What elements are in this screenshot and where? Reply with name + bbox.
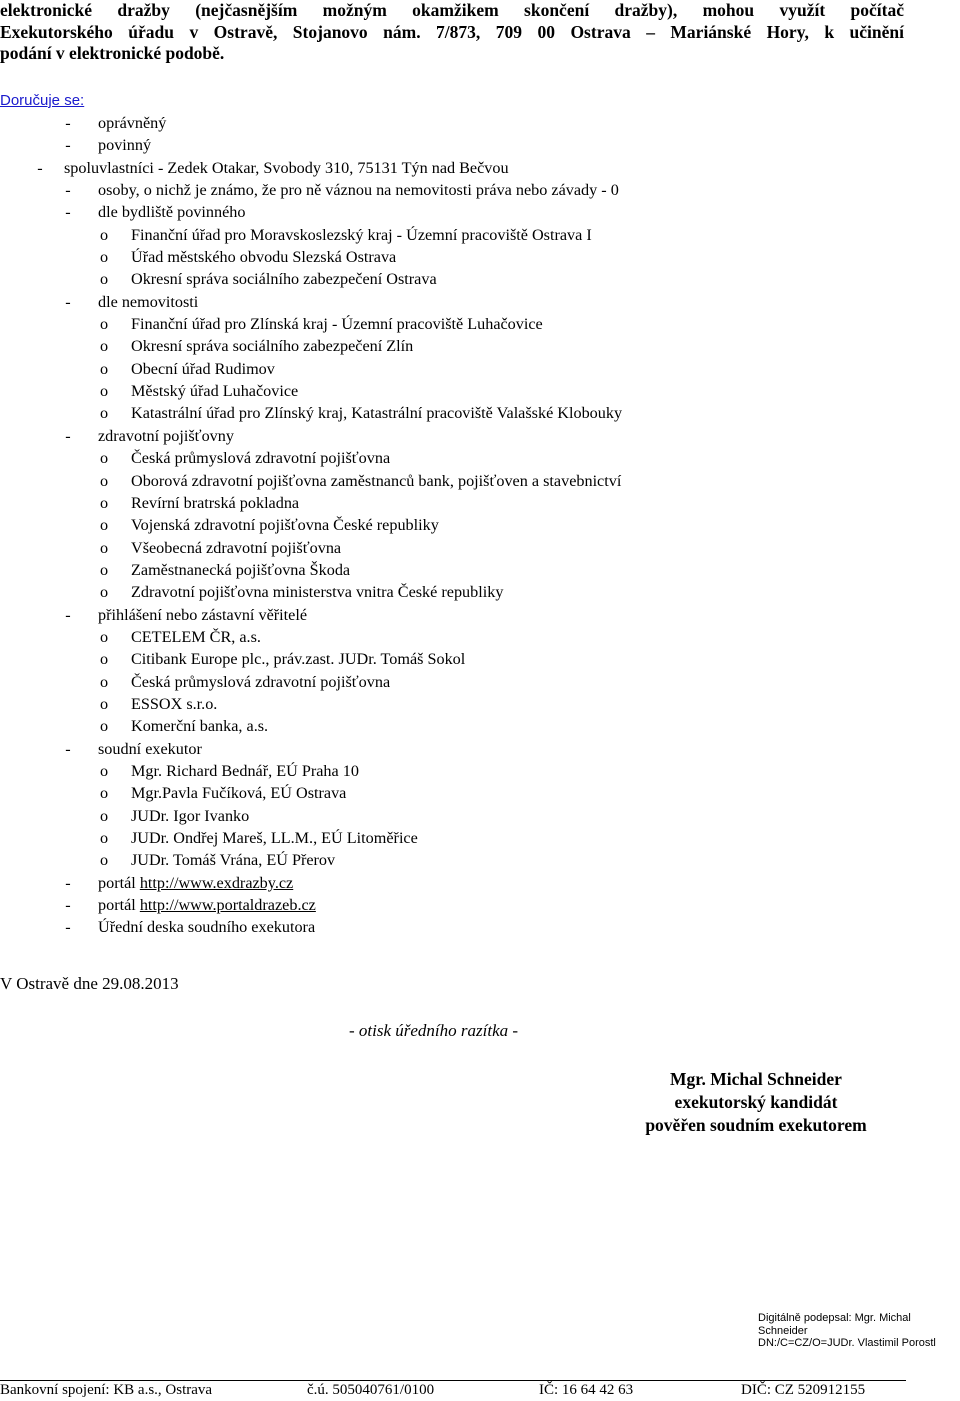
bullet-marker: o	[99, 449, 109, 468]
list-item	[0, 179, 940, 201]
list-item-text: Vojenská zdravotní pojišťovna České republiky	[131, 516, 439, 535]
dash-marker: -	[65, 426, 71, 445]
list-item-text: Revírní bratrská pokladna	[131, 493, 300, 512]
list-item	[0, 715, 940, 737]
list-item-text: Česká průmyslová zdravotní pojišťovna	[131, 672, 391, 691]
list-item	[0, 559, 940, 581]
list-item-text: ESSOX s.r.o.	[131, 694, 218, 713]
bullet-marker: o	[99, 672, 109, 691]
bullet-marker: o	[99, 806, 109, 825]
portal-link[interactable]: http://www.exdrazby.cz	[139, 873, 294, 892]
intro-line: elektronické dražby (nejčasnějším možným okamžikem skončení dražby), mohou využít počítač	[0, 0, 904, 20]
list-item-text: Zdravotní pojišťovna ministerstva vnitra České republiky	[131, 583, 504, 602]
stamp-placeholder: - otisk úředního razítka -	[349, 1021, 519, 1040]
bullet-marker: o	[99, 829, 109, 847]
bullet-marker: o	[99, 359, 109, 378]
list-item-text: Citibank Europe plc., práv.zast. JUDr. Tomáš Sokol	[131, 650, 466, 669]
list-item	[0, 626, 940, 648]
bullet-marker: o	[99, 382, 109, 401]
list-item-text: dle bydliště povinného	[98, 203, 246, 222]
bullet-marker: o	[99, 471, 109, 490]
bullet-marker: o	[99, 650, 109, 669]
list-item-text: Městský úřad Luhačovice	[131, 382, 299, 401]
date-line: V Ostravě dne 29.08.2013	[0, 974, 179, 993]
dash-marker: -	[65, 181, 71, 200]
list-item-text: JUDr. Tomáš Vrána, EÚ Přerov	[131, 851, 336, 870]
list-item	[0, 134, 940, 156]
footer-dic: DIČ: CZ 520912155	[741, 1382, 866, 1398]
list-item	[0, 358, 940, 380]
delivery-list	[0, 112, 940, 939]
bullet-marker: o	[99, 516, 109, 535]
dash-marker: -	[65, 918, 71, 937]
list-item-text: Úřad městského obvodu Slezská Ostrava	[131, 248, 397, 267]
list-item-text: povinný	[98, 136, 152, 155]
dash-marker: -	[65, 873, 71, 892]
portal-item	[98, 872, 293, 894]
bullet-marker: o	[99, 538, 109, 557]
bullet-marker: o	[99, 337, 109, 356]
portal-item	[98, 894, 316, 916]
bullet-marker: o	[99, 270, 109, 289]
digital-signature-line: DN:/C=CZ/O=JUDr. Vlastimil Porostl	[758, 1337, 936, 1349]
signer-authority: pověřen soudním exekutorem	[645, 1115, 867, 1135]
list-item-text: Oborová zdravotní pojišťovna zaměstnanců bank, pojišťoven a stavebnictví	[131, 471, 622, 490]
footer-account: č.ú. 505040761/0100	[307, 1382, 435, 1398]
list-item	[0, 738, 940, 760]
list-item	[0, 268, 940, 290]
list-item	[0, 224, 940, 246]
list-item	[0, 470, 940, 492]
list-item	[0, 805, 940, 827]
signer-role: exekutorský kandidát	[674, 1092, 838, 1112]
list-item	[0, 648, 940, 670]
list-item-text: Okresní správa sociálního zabezpečení Zlín	[131, 337, 414, 356]
list-item-text: Česká průmyslová zdravotní pojišťovna	[131, 449, 391, 468]
dash-marker: -	[65, 896, 71, 915]
bullet-marker: o	[99, 851, 109, 870]
list-item-text: JUDr. Ondřej Mareš, LL.M., EÚ Litoměřice	[131, 829, 418, 847]
list-item	[0, 604, 940, 626]
list-item	[0, 894, 940, 916]
bullet-marker: o	[99, 694, 109, 713]
list-item	[0, 671, 940, 693]
dash-marker: -	[65, 136, 71, 155]
list-item-text: Mgr.Pavla Fučíková, EÚ Ostrava	[131, 784, 347, 803]
list-item	[0, 157, 940, 179]
list-item	[0, 313, 940, 335]
delivery-heading: Doručuje se:	[0, 92, 85, 109]
dash-marker: -	[65, 292, 71, 311]
list-item	[0, 425, 940, 447]
portal-link[interactable]: http://www.portaldrazeb.cz	[139, 896, 316, 915]
list-item	[0, 492, 940, 514]
list-item	[0, 246, 940, 268]
bullet-marker: o	[99, 560, 109, 579]
list-item-text: Všeobecná zdravotní pojišťovna	[131, 538, 342, 557]
list-item-text: Okresní správa sociálního zabezpečení Ostrava	[131, 270, 437, 289]
list-item	[0, 201, 940, 223]
list-item	[0, 849, 940, 871]
bullet-marker: o	[99, 493, 109, 512]
dash-marker: -	[65, 739, 71, 758]
footer-bank: Bankovní spojení: KB a.s., Ostrava	[0, 1382, 213, 1398]
list-item-text: zdravotní pojišťovny	[98, 426, 234, 445]
list-item	[0, 581, 940, 603]
bullet-marker: o	[99, 248, 109, 267]
list-item	[0, 380, 940, 402]
bullet-marker: o	[99, 784, 109, 803]
footer-ic: IČ: 16 64 42 63	[539, 1382, 634, 1398]
digital-signature-line: Digitálně podepsal: Mgr. Michal Schneider	[758, 1312, 911, 1337]
list-item-text: Katastrální úřad pro Zlínský kraj, Katastrální pracoviště Valašské Klobouky	[131, 404, 623, 423]
list-item-text: dle nemovitosti	[98, 292, 199, 311]
list-item	[0, 291, 940, 313]
list-item-text: Mgr. Richard Bednář, EÚ Praha 10	[131, 761, 359, 780]
list-item	[0, 112, 940, 134]
list-item-text: Zaměstnanecká pojišťovna Škoda	[131, 560, 351, 579]
list-item	[0, 760, 940, 782]
footer-divider	[0, 1380, 906, 1381]
dash-marker: -	[65, 114, 71, 132]
list-item	[0, 693, 940, 715]
list-item	[0, 872, 940, 894]
list-item	[0, 447, 940, 469]
bullet-marker: o	[99, 761, 109, 780]
list-item-text: osoby, o nichž je známo, že pro ně váznou na nemovitosti práva nebo závady - 0	[98, 181, 619, 200]
digital-signature	[758, 1312, 960, 1350]
dash-marker: -	[37, 158, 43, 177]
bullet-marker: o	[99, 225, 109, 244]
list-item	[0, 827, 940, 849]
list-item-text: přihlášení nebo zástavní věřitelé	[98, 605, 308, 624]
list-item	[0, 402, 940, 424]
list-item-text: oprávněný	[98, 114, 167, 132]
list-item-text: spoluvlastníci - Zedek Otakar, Svobody 310, 75131 Týn nad Bečvou	[64, 158, 509, 177]
list-item-text: Obecní úřad Rudimov	[131, 359, 275, 378]
signer-name: Mgr. Michal Schneider	[670, 1069, 842, 1089]
dash-marker: -	[65, 605, 71, 624]
bullet-marker: o	[99, 404, 109, 423]
list-item	[0, 782, 940, 804]
signature-block	[600, 1068, 912, 1137]
portal-prefix: portál	[98, 896, 140, 915]
portal-prefix: portál	[98, 873, 140, 892]
list-item-text: JUDr. Igor Ivanko	[131, 806, 250, 825]
intro-line: podání v elektronické podobě.	[0, 43, 225, 63]
list-item-text: Komerční banka, a.s.	[131, 717, 269, 736]
list-item-text: Úřední deska soudního exekutora	[98, 918, 316, 937]
list-item-text: Finanční úřad pro Zlínská kraj - Územní pracoviště Luhačovice	[131, 315, 543, 334]
bullet-marker: o	[99, 315, 109, 334]
list-item-text: CETELEM ČR, a.s.	[131, 627, 261, 646]
list-item-text: Finanční úřad pro Moravskoslezský kraj - Územní pracoviště Ostrava I	[131, 225, 592, 244]
bullet-marker: o	[99, 717, 109, 736]
intro-line: Exekutorského úřadu v Ostravě, Stojanovo nám. 7/873, 709 00 Ostrava – Mariánské Hory, k učinění	[0, 21, 904, 42]
dash-marker: -	[65, 203, 71, 222]
list-item	[0, 537, 940, 559]
list-item	[0, 335, 940, 357]
bullet-marker: o	[99, 583, 109, 602]
list-item-text: soudní exekutor	[98, 739, 202, 758]
list-item	[0, 514, 940, 536]
bullet-marker: o	[99, 627, 109, 646]
intro-paragraph	[0, 0, 904, 65]
list-item	[0, 916, 940, 938]
